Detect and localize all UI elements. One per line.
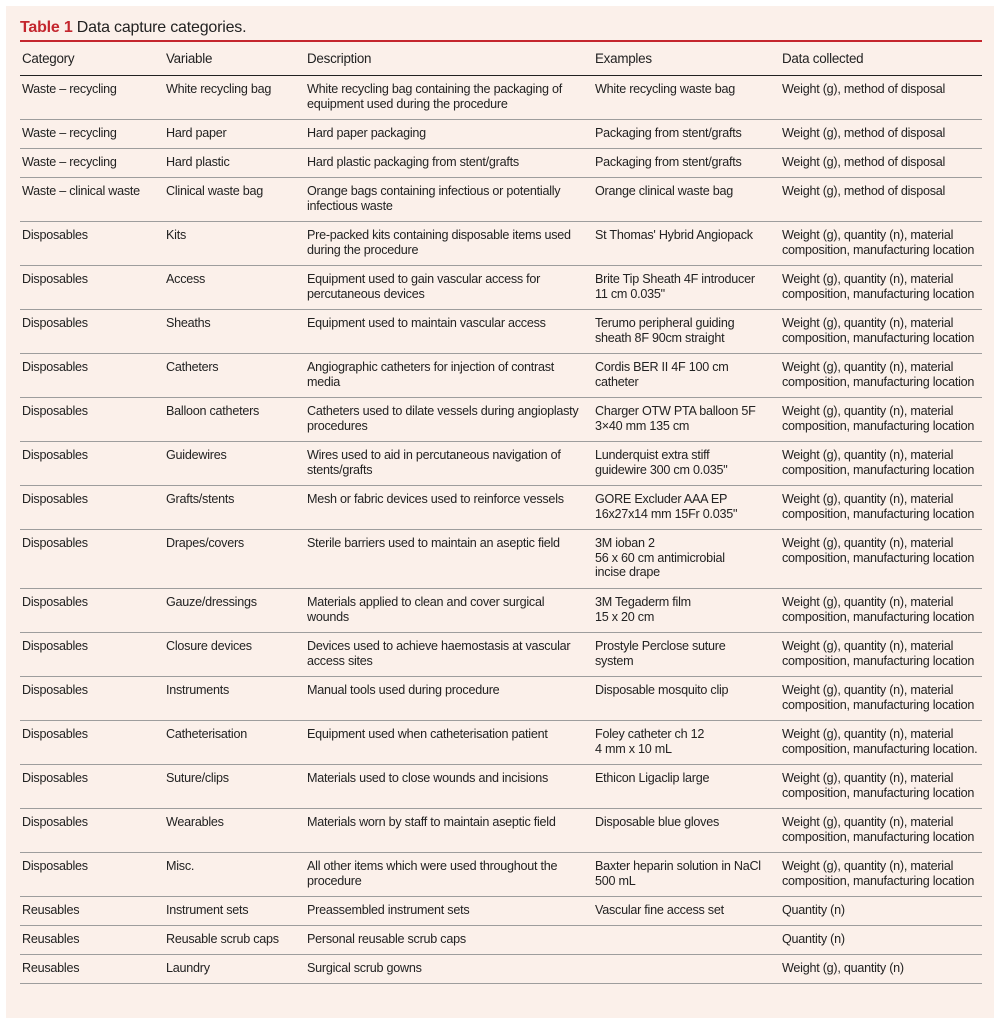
table-row <box>20 178 982 222</box>
table-row <box>20 442 982 486</box>
cell-examples: Disposable mosquito clip <box>593 677 774 721</box>
cell-variable: White recycling bag <box>164 76 305 120</box>
cell-description: Orange bags containing infectious or potentially infectious waste <box>305 178 593 222</box>
cell-description: Equipment used to gain vascular access for percutaneous devices <box>305 266 593 310</box>
cell-category: Reusables <box>20 926 164 955</box>
cell-data-collected: Weight (g), method of disposal <box>774 76 982 120</box>
cell-description: Wires used to aid in percutaneous navigation of stents/grafts <box>305 442 593 486</box>
cell-category: Disposables <box>20 222 164 266</box>
cell-examples: Cordis BER II 4F 100 cm catheter <box>593 354 774 398</box>
cell-variable: Sheaths <box>164 310 305 354</box>
cell-data-collected: Weight (g), quantity (n), material composition, manufacturing location <box>774 677 982 721</box>
table-row <box>20 853 982 897</box>
cell-examples: White recycling waste bag <box>593 76 774 120</box>
cell-description: Personal reusable scrub caps <box>305 926 593 955</box>
cell-examples: Disposable blue gloves <box>593 809 774 853</box>
cell-examples: St Thomas' Hybrid Angiopack <box>593 222 774 266</box>
cell-variable: Wearables <box>164 809 305 853</box>
cell-variable: Reusable scrub caps <box>164 926 305 955</box>
cell-examples: 3M Tegaderm film 15 x 20 cm <box>593 589 774 633</box>
table-row <box>20 809 982 853</box>
cell-data-collected: Weight (g), quantity (n), material composition, manufacturing location <box>774 266 982 310</box>
header-category: Category <box>20 42 164 76</box>
cell-description: Equipment used to maintain vascular access <box>305 310 593 354</box>
cell-variable: Clinical waste bag <box>164 178 305 222</box>
cell-category: Disposables <box>20 589 164 633</box>
cell-category: Disposables <box>20 765 164 809</box>
cell-category: Disposables <box>20 486 164 530</box>
table-row <box>20 486 982 530</box>
cell-data-collected: Quantity (n) <box>774 926 982 955</box>
table-row <box>20 721 982 765</box>
header-variable: Variable <box>164 42 305 76</box>
cell-data-collected: Weight (g), quantity (n), material composition, manufacturing location <box>774 809 982 853</box>
table-row <box>20 530 982 589</box>
cell-variable: Instruments <box>164 677 305 721</box>
header-data-collected: Data collected <box>774 42 982 76</box>
cell-description: Mesh or fabric devices used to reinforce vessels <box>305 486 593 530</box>
cell-description: Sterile barriers used to maintain an aseptic field <box>305 530 593 589</box>
cell-examples: Brite Tip Sheath 4F introducer 11 cm 0.035" <box>593 266 774 310</box>
cell-examples: Prostyle Perclose suture system <box>593 633 774 677</box>
cell-category: Disposables <box>20 266 164 310</box>
cell-variable: Catheters <box>164 354 305 398</box>
data-capture-table <box>20 42 982 984</box>
cell-examples: Packaging from stent/grafts <box>593 149 774 178</box>
cell-examples: Packaging from stent/grafts <box>593 120 774 149</box>
cell-data-collected: Weight (g), method of disposal <box>774 120 982 149</box>
table-row <box>20 955 982 984</box>
cell-data-collected: Weight (g), quantity (n), material composition, manufacturing location <box>774 310 982 354</box>
cell-description: Devices used to achieve haemostasis at vascular access sites <box>305 633 593 677</box>
cell-data-collected: Quantity (n) <box>774 897 982 926</box>
cell-category: Disposables <box>20 677 164 721</box>
cell-variable: Laundry <box>164 955 305 984</box>
cell-category: Waste – recycling <box>20 120 164 149</box>
cell-description: Hard plastic packaging from stent/grafts <box>305 149 593 178</box>
cell-category: Waste – clinical waste <box>20 178 164 222</box>
cell-data-collected: Weight (g), method of disposal <box>774 149 982 178</box>
cell-data-collected: Weight (g), quantity (n), material composition, manufacturing location <box>774 354 982 398</box>
cell-variable: Catheterisation <box>164 721 305 765</box>
cell-category: Disposables <box>20 853 164 897</box>
cell-examples <box>593 955 774 984</box>
table-row <box>20 677 982 721</box>
cell-description: Angiographic catheters for injection of contrast media <box>305 354 593 398</box>
cell-variable: Suture/clips <box>164 765 305 809</box>
cell-description: Pre-packed kits containing disposable items used during the procedure <box>305 222 593 266</box>
header-examples: Examples <box>593 42 774 76</box>
cell-description: Manual tools used during procedure <box>305 677 593 721</box>
table-row <box>20 76 982 120</box>
cell-description: Surgical scrub gowns <box>305 955 593 984</box>
table-row <box>20 149 982 178</box>
table-row <box>20 120 982 149</box>
cell-examples: Charger OTW PTA balloon 5F 3×40 mm 135 cm <box>593 398 774 442</box>
table-header-row <box>20 42 982 76</box>
table-caption <box>20 18 982 38</box>
cell-description: Hard paper packaging <box>305 120 593 149</box>
cell-variable: Balloon catheters <box>164 398 305 442</box>
cell-data-collected: Weight (g), quantity (n), material composition, manufacturing location <box>774 442 982 486</box>
cell-description: Preassembled instrument sets <box>305 897 593 926</box>
cell-category: Disposables <box>20 721 164 765</box>
table-row <box>20 897 982 926</box>
cell-data-collected: Weight (g), quantity (n), material composition, manufacturing location. <box>774 721 982 765</box>
cell-examples: Ethicon Ligaclip large <box>593 765 774 809</box>
cell-category: Disposables <box>20 633 164 677</box>
cell-variable: Grafts/stents <box>164 486 305 530</box>
table-row <box>20 633 982 677</box>
cell-description: Catheters used to dilate vessels during angioplasty procedures <box>305 398 593 442</box>
table-body <box>20 76 982 984</box>
cell-data-collected: Weight (g), quantity (n) <box>774 955 982 984</box>
table-row <box>20 354 982 398</box>
cell-category: Disposables <box>20 442 164 486</box>
cell-examples: Orange clinical waste bag <box>593 178 774 222</box>
table-row <box>20 926 982 955</box>
cell-variable: Guidewires <box>164 442 305 486</box>
cell-examples: GORE Excluder AAA EP 16x27x14 mm 15Fr 0.035" <box>593 486 774 530</box>
cell-data-collected: Weight (g), quantity (n), material composition, manufacturing location <box>774 398 982 442</box>
cell-category: Disposables <box>20 398 164 442</box>
cell-category: Reusables <box>20 897 164 926</box>
cell-data-collected: Weight (g), quantity (n), material composition, manufacturing location <box>774 633 982 677</box>
cell-variable: Hard plastic <box>164 149 305 178</box>
cell-data-collected: Weight (g), method of disposal <box>774 178 982 222</box>
cell-variable: Misc. <box>164 853 305 897</box>
table-row <box>20 222 982 266</box>
cell-description: Equipment used when catheterisation patient <box>305 721 593 765</box>
header-description: Description <box>305 42 593 76</box>
cell-category: Reusables <box>20 955 164 984</box>
cell-data-collected: Weight (g), quantity (n), material composition, manufacturing location <box>774 530 982 589</box>
cell-description: All other items which were used throughout the procedure <box>305 853 593 897</box>
cell-data-collected: Weight (g), quantity (n), material composition, manufacturing location <box>774 589 982 633</box>
table-row <box>20 310 982 354</box>
cell-data-collected: Weight (g), quantity (n), material composition, manufacturing location <box>774 486 982 530</box>
cell-description: Materials applied to clean and cover surgical wounds <box>305 589 593 633</box>
cell-category: Disposables <box>20 310 164 354</box>
cell-category: Disposables <box>20 354 164 398</box>
cell-data-collected: Weight (g), quantity (n), material composition, manufacturing location <box>774 222 982 266</box>
cell-description: Materials used to close wounds and incisions <box>305 765 593 809</box>
cell-data-collected: Weight (g), quantity (n), material composition, manufacturing location <box>774 853 982 897</box>
table-row <box>20 589 982 633</box>
cell-category: Waste – recycling <box>20 149 164 178</box>
cell-category: Disposables <box>20 530 164 589</box>
cell-examples: Foley catheter ch 12 4 mm x 10 mL <box>593 721 774 765</box>
cell-category: Waste – recycling <box>20 76 164 120</box>
cell-data-collected: Weight (g), quantity (n), material composition, manufacturing location <box>774 765 982 809</box>
cell-variable: Closure devices <box>164 633 305 677</box>
cell-variable: Instrument sets <box>164 897 305 926</box>
cell-description: Materials worn by staff to maintain aseptic field <box>305 809 593 853</box>
cell-variable: Gauze/dressings <box>164 589 305 633</box>
cell-examples: Lunderquist extra stiff guidewire 300 cm 0.035" <box>593 442 774 486</box>
cell-examples: 3M ioban 2 56 x 60 cm antimicrobial incise drape <box>593 530 774 589</box>
cell-variable: Hard paper <box>164 120 305 149</box>
table-row <box>20 398 982 442</box>
table-panel <box>6 6 994 1018</box>
table-caption-label: Table 1 <box>20 19 73 36</box>
table-caption-title: Data capture categories. <box>76 19 247 36</box>
cell-variable: Drapes/covers <box>164 530 305 589</box>
table-row <box>20 266 982 310</box>
cell-examples: Baxter heparin solution in NaCl 500 mL <box>593 853 774 897</box>
cell-category: Disposables <box>20 809 164 853</box>
cell-examples: Terumo peripheral guiding sheath 8F 90cm straight <box>593 310 774 354</box>
cell-examples <box>593 926 774 955</box>
cell-examples: Vascular fine access set <box>593 897 774 926</box>
cell-variable: Kits <box>164 222 305 266</box>
cell-variable: Access <box>164 266 305 310</box>
table-row <box>20 765 982 809</box>
cell-description: White recycling bag containing the packaging of equipment used during the procedure <box>305 76 593 120</box>
